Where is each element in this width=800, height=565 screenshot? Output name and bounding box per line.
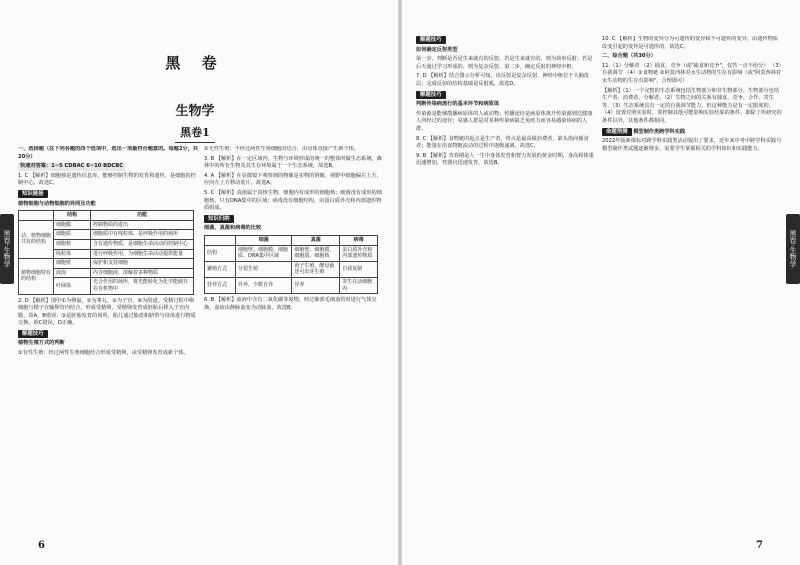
page-number-left: 6 [38,540,45,551]
table1-cell: 细胞质中有线粒体，是呼吸作用的场所 [91,230,194,240]
side-tab-left: 黑卷·生物学 [0,214,14,284]
table1-cell: 保护和支持细胞 [91,259,194,269]
table1-cell: 细胞核 [54,239,91,249]
table1-cell: 线粒体 [54,249,91,259]
microbe-comparison-table [204,235,378,294]
table1-cell: 内含细胞液，溶解着多种物质 [91,268,194,278]
table1-cell: 控制物质的进出 [91,220,194,230]
tip3-badge: 知识归纳 [204,215,234,223]
q3-explanation: 3. B 【解析】在一定区域内，生物与环境形成的统一的整体叫做生态系统。森林中的所有生物及其生存环境属于一个生态系统，故选B。 [204,155,382,170]
tip4-text: 第一步，判断是否是生来就有的反射。若是生来就有的，则为简单反射；若是后天通过学习形成的，则为复杂反射。第二步，确定反射的神经中枢。 [416,56,593,70]
paper-subtitle: 黑卷1 [150,124,240,143]
book-spine [398,0,402,565]
table2-header: 病毒 [340,235,378,245]
tip2-continued: ②无性生殖：不经过两性生殖细胞的结合，由母体直接产生新个体。 [204,146,360,152]
table1-cell: 细胞膜 [54,220,91,230]
table2-cell: 结构 [205,245,236,261]
q6-explanation: 6. B 【解析】血液中含有二氧化碳等废物，经过肺部毛细血管时进行气体交换，血液由静脉血变为动脉血，故选B。 [204,297,377,311]
table1-cell: 叶绿体 [54,278,91,294]
table1-cell: 光合作用的场所，将光能转化为化学能储存在有机物中 [91,278,194,294]
tip6-text: 2022年版新课标对跨学科实践类活动提出了要求，近年来中考中跨学科实践与模型制作类试题逐渐增多，需要学生掌握相关的学科知识和实践能力。 [602,138,782,152]
table1-cell: 动、植物细胞共有的结构 [19,220,54,258]
table1-cell: 液泡 [54,268,91,278]
q8-explanation: 8. C 【解析】食物链的起点是生产者，终点是最高级消费者，箭头指向捕食者；能量在沿食物链流动的过程中逐级递减，故选C。 [416,135,589,150]
book-title: 黑 卷 [165,54,225,72]
tip4-badge: 解题技巧 [416,36,446,44]
tip5-badge: 解题技巧 [416,91,446,99]
q7-explanation: 7. D 【解析】结合图示分析可知，该反射是复杂反射，神经中枢位于大脑皮层；完成反射的结构基础是反射弧，故选D。 [416,73,590,87]
tip6-title: 模型制作类跨学科实践 [633,128,686,135]
table1-header: 结构 [54,211,91,221]
tip2-text: ①有性生殖：经过两性生殖细胞结合形成受精卵，由受精卵发育成新个体。 [18,350,189,357]
table2-header: 细菌 [236,235,292,245]
table1-header: 功能 [91,211,194,221]
quick-answers: 快速对答案：1~5 CDBAC 6~10 BDCBC [20,163,124,170]
table2-title: 细菌、真菌和病毒的比较 [204,225,262,232]
table2-cell: 孢子生殖，酵母菌还可出芽生殖 [292,261,340,277]
table2-header [205,235,236,245]
q4-explanation: 4. A 【解析】在显微镜下观察到的物像是实物的倒像，视野中细胞偏左上方，应向左上方移动装片，故选A。 [204,172,382,187]
tip4-title: 如何确定反射类型 [416,46,458,53]
q9-explanation: 9. B 【解析】青春期是人一生中身体发育和智力发展的黄金时期，身高和体重迅速增加，性器官迅速发育，故选B。 [416,152,594,167]
q10-explanation: 10. C 【解析】生物的变异分为可遗传的变异和不可遗传的变异，由遗传物质改变引起的变异是可遗传的，故选C。 [602,36,778,50]
table1-cell: 含有遗传物质，是细胞生命活动的控制中心 [91,239,194,249]
q11-explanation: 【解析】（1）一个完整的生态系统包括生物部分和非生物部分。生物部分包括生产者、消费者、分解者。（2）生物之间的关系有捕食、竞争、合作、寄生等。（3）生态系统具有一定的自我调节能力，但这种能力是有一定限度的。（4）设置对照实验时，要控制其他可能影响实验结果的条件，即除了所研究的条件以外，其他条件都相同。 [602,87,782,124]
side-tab-right: 黑卷·生物学 [786,214,800,284]
table2-cell: 细胞壁、细胞膜、细胞质、DNA集中区域 [236,245,292,261]
q5-explanation: 5. C 【解析】真菌属于真核生物，细胞内有成形的细胞核；细菌没有成形的细胞核，只有DNA集中的区域；病毒没有细胞结构，由蛋白质外壳和内部遗传物质组成。 [204,189,382,212]
left-column-2 [204,146,382,538]
table2-cell: 异养，少数自养 [236,277,292,293]
q11-answer: 11.（1）分解者 （2）捕食、竞争（或"捕食和竞争"，仅答一点不给分） （3）自我调节 （4）①食物链 ②阿莫西林对水生动物的生存有影响（或"阿莫西林对水生动物的生存有影响"，合理即可） [602,62,782,84]
table2-cell: 异养 [292,277,340,293]
q1-explanation: 1. C 【解析】细胞核是遗传信息库，能够控制生物的发育和遗传，是细胞的控制中心，故选C。 [18,172,196,187]
table2-cell: 细胞壁、细胞膜、细胞质、细胞核 [292,245,340,261]
right-column-1 [416,36,596,536]
left-column-1 [18,146,198,538]
tip2-badge: 解题技巧 [18,330,48,338]
table1-header [19,211,54,221]
table1-cell: 进行呼吸作用，为细胞生命活动提供能量 [91,249,194,259]
table1-cell: 细胞质 [54,230,91,240]
table2-cell: 繁殖方式 [205,261,236,277]
section2-heading: 二、综合题（共30分） [602,53,656,60]
table2-cell: 营养方式 [205,277,236,293]
tip1-badge: 知识链接 [18,190,48,198]
right-page [400,0,800,565]
page-number-right: 7 [756,540,763,551]
table1-cell: 植物细胞特有的结构 [19,259,54,294]
tip2-title: 植物生殖方式的判断 [18,340,65,347]
table2-header: 真菌 [292,235,340,245]
subject-title: 生物学 [175,104,215,119]
table1-title: 植物细胞与动物细胞的异同及功能 [18,200,96,207]
cell-structure-table [18,210,194,294]
table2-cell: 自我复制 [340,261,378,277]
table2-cell: 分裂生殖 [236,261,292,277]
tip5-text: 传染源是能够散播病原体的人或动物；传播途径是病原体离开传染源到达健康人所经过的途径；易感人群是对某种传染病缺乏免疫力而容易感染该病的人群。 [416,110,593,132]
tip6-badge: 命题预测 [602,128,632,136]
right-column-2 [602,36,782,536]
tip5-title: 判断传染病流行的基本环节和病原体 [416,101,500,108]
table1-cell: 细胞壁 [54,259,91,269]
table2-cell: 寄生在活细胞内 [340,277,378,293]
table2-cell: 蛋白质外壳和内部遗传物质 [340,245,378,261]
q2-explanation: 2. D 【解析】图中①为卵巢，②为睾丸，③为子宫，④为阴道。受精过程中卵细胞与精子在输卵管内结合，形成受精卵，受精卵发育成胚胎后移入子宫内膜，故A、B错误；③是胚胎发育的场所，胎儿通过胎盘和脐带与母体进行物质交换，故C错误，D正确。 [18,297,196,327]
section1-heading: 一、选择题（在下列各题的四个选项中，选出一项最符合题意的。每题2分，共20分） [18,146,198,160]
